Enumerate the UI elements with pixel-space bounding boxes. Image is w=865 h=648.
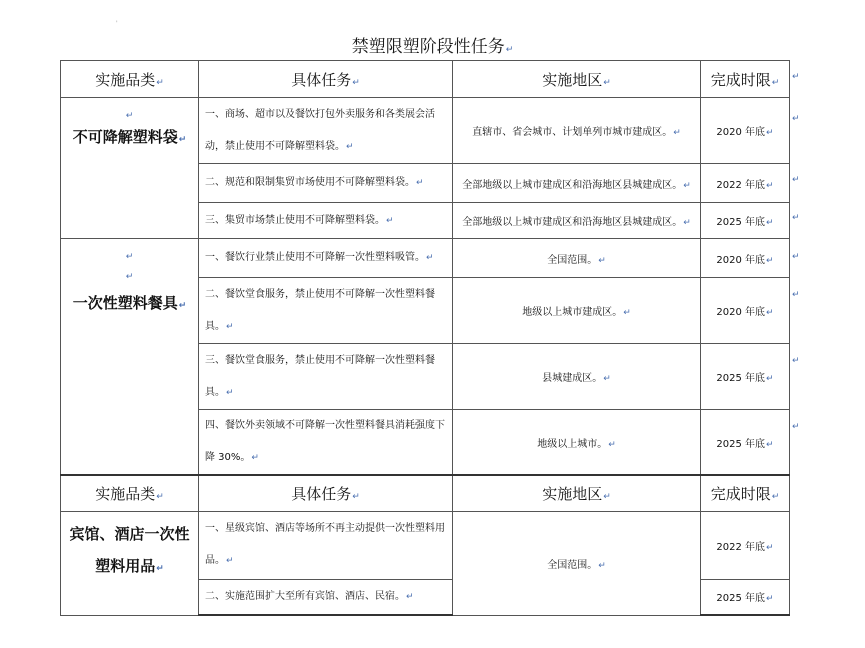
table-row bbox=[61, 511, 790, 579]
task-cell: 二、餐饮堂食服务，禁止使用不可降解一次性塑料餐具。↵ bbox=[199, 278, 453, 344]
category-cell: ↵ ↵ 一次性塑料餐具↵ bbox=[61, 239, 199, 476]
row-end-mark-icon: ↵ bbox=[792, 72, 800, 82]
table-row bbox=[61, 239, 790, 278]
deadline-cell: 2020 年底↵ bbox=[701, 98, 790, 164]
title-text: 禁塑限塑阶段性任务 bbox=[351, 37, 505, 57]
tasks-table bbox=[60, 60, 790, 616]
task-cell: 三、餐饮堂食服务，禁止使用不可降解一次性塑料餐具。↵ bbox=[199, 344, 453, 410]
return-mark-icon: ↵ bbox=[505, 45, 514, 55]
deadline-cell: 2020 年底↵ bbox=[701, 278, 790, 344]
region-cell: 县城建成区。↵ bbox=[453, 344, 701, 410]
header-deadline: 完成时限↵ bbox=[701, 61, 790, 98]
deadline-cell: 2022 年底↵ bbox=[701, 511, 790, 579]
table-row bbox=[61, 98, 790, 164]
region-cell: 地级以上城市。↵ bbox=[453, 410, 701, 476]
row-end-mark-icon: ↵ bbox=[792, 114, 800, 124]
header-row bbox=[61, 61, 790, 98]
category-cell: 宾馆、酒店一次性塑料用品↵ bbox=[61, 511, 199, 615]
task-cell: 四、餐饮外卖领域不可降解一次性塑料餐具消耗强度下降 30%。↵ bbox=[199, 410, 453, 476]
header-task: 具体任务↵ bbox=[199, 61, 453, 98]
task-cell: 一、星级宾馆、酒店等场所不再主动提供一次性塑料用品。↵ bbox=[199, 511, 453, 579]
task-cell: 一、餐饮行业禁止使用不可降解一次性塑料吸管。↵ bbox=[199, 239, 453, 278]
category-cell: ↵ 不可降解塑料袋↵ bbox=[61, 98, 199, 239]
row-end-mark-icon: ↵ bbox=[792, 356, 800, 366]
task-cell: 一、商场、超市以及餐饮打包外卖服务和各类展会活动，禁止使用不可降解塑料袋。↵ bbox=[199, 98, 453, 164]
region-cell: 全部地级以上城市建成区和沿海地区县城建成区。↵ bbox=[453, 164, 701, 203]
task-cell: 二、实施范围扩大至所有宾馆、酒店、民宿。↵ bbox=[199, 579, 453, 615]
deadline-cell: 2025 年底↵ bbox=[701, 579, 790, 615]
task-cell: 三、集贸市场禁止使用不可降解塑料袋。↵ bbox=[199, 203, 453, 239]
row-end-mark-icon: ↵ bbox=[792, 252, 800, 262]
region-cell: 直辖市、省会城市、计划单列市城市建成区。↵ bbox=[453, 98, 701, 164]
header-deadline: 完成时限↵ bbox=[701, 475, 790, 511]
row-end-mark-icon: ↵ bbox=[792, 290, 800, 300]
row-end-mark-icon: ↵ bbox=[792, 175, 800, 185]
row-end-mark-icon: ↵ bbox=[792, 213, 800, 223]
page-mark: ' bbox=[116, 20, 118, 27]
deadline-cell: 2022 年底↵ bbox=[701, 164, 790, 203]
header-task: 具体任务↵ bbox=[199, 475, 453, 511]
row-end-mark-icon: ↵ bbox=[792, 422, 800, 432]
region-cell: 地级以上城市建成区。↵ bbox=[453, 278, 701, 344]
header-row-repeat bbox=[61, 475, 790, 511]
header-category: 实施品类↵ bbox=[61, 475, 199, 511]
header-region: 实施地区↵ bbox=[453, 475, 701, 511]
deadline-cell: 2025 年底↵ bbox=[701, 410, 790, 476]
region-cell: 全国范围。↵ bbox=[453, 239, 701, 278]
deadline-cell: 2025 年底↵ bbox=[701, 344, 790, 410]
header-category: 实施品类↵ bbox=[61, 61, 199, 98]
task-cell: 二、规范和限制集贸市场使用不可降解塑料袋。↵ bbox=[199, 164, 453, 203]
header-region: 实施地区↵ bbox=[453, 61, 701, 98]
region-cell: 全部地级以上城市建成区和沿海地区县城建成区。↵ bbox=[453, 203, 701, 239]
deadline-cell: 2020 年底↵ bbox=[701, 239, 790, 278]
document-title bbox=[0, 32, 865, 57]
deadline-cell: 2025 年底↵ bbox=[701, 203, 790, 239]
region-cell: 全国范围。↵ bbox=[453, 511, 701, 615]
